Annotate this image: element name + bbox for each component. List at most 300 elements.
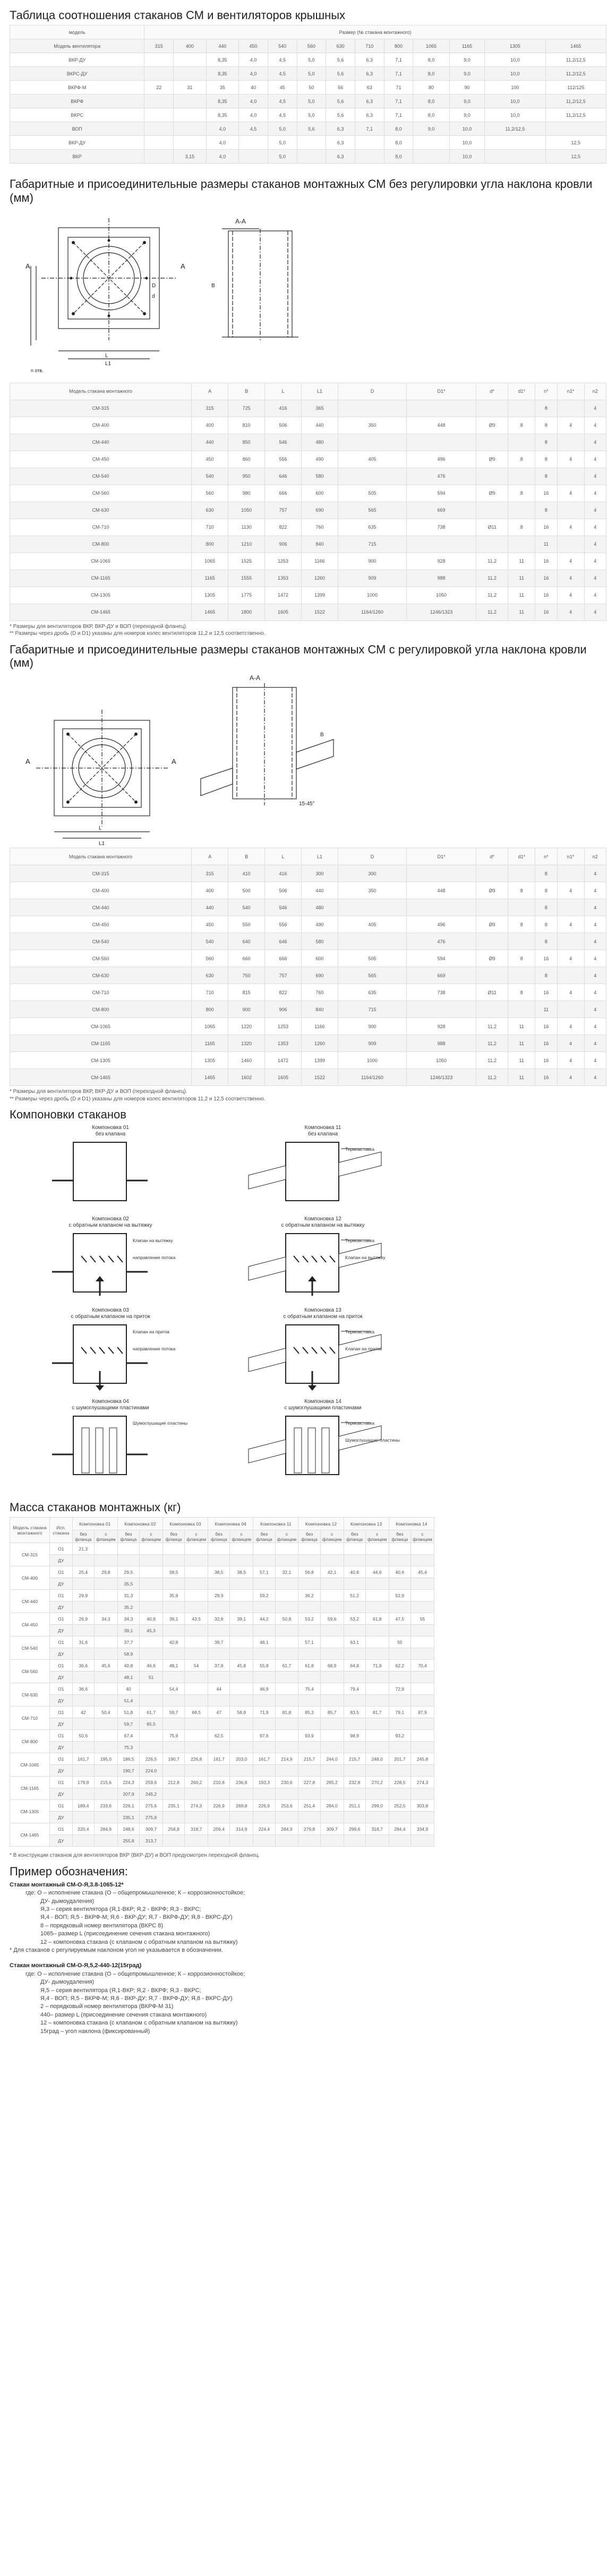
table-cell xyxy=(407,1001,476,1018)
header-cell: без фланца xyxy=(72,1530,94,1543)
label-n: n отв. xyxy=(31,367,44,373)
table-cell xyxy=(185,1835,208,1847)
table-cell: 448 xyxy=(407,882,476,899)
table-cell: 4,0 xyxy=(239,94,268,108)
header-cell: Компоновка 11 xyxy=(253,1518,298,1530)
table-cell: 11,2 xyxy=(476,1018,508,1035)
layout-drawing xyxy=(227,1412,418,1484)
table-cell: 4 xyxy=(584,950,606,967)
table-cell: 232,8 xyxy=(344,1777,365,1788)
table-cell: 4 xyxy=(584,400,606,417)
table-row xyxy=(10,1718,434,1730)
table-cell xyxy=(355,150,384,163)
table-cell xyxy=(344,1765,365,1777)
table-cell: 54 xyxy=(185,1660,208,1672)
table-cell: 16 xyxy=(535,485,557,502)
table-cell xyxy=(230,1625,253,1636)
table-cell: 11,2/12,5 xyxy=(545,108,606,122)
table-cell: 72,9 xyxy=(389,1683,410,1695)
row-label: СМ-400 xyxy=(10,1566,50,1590)
table-cell xyxy=(208,1555,230,1566)
layout-caption xyxy=(227,1399,418,1412)
table-cell: 16 xyxy=(535,950,557,967)
table-cell xyxy=(344,1601,365,1613)
table-cell: 275,9 xyxy=(140,1812,163,1823)
table-cell xyxy=(298,1765,320,1777)
table-cell: 16 xyxy=(535,1018,557,1035)
table-row xyxy=(10,1835,434,1847)
table-cell xyxy=(344,1788,365,1800)
table-cell xyxy=(140,1555,163,1566)
table-cell: 71,9 xyxy=(365,1660,389,1672)
table-cell: 630 xyxy=(192,967,228,984)
table-row xyxy=(10,587,606,604)
table-cell: 1065 xyxy=(192,1018,228,1035)
table-cell: 476 xyxy=(407,933,476,950)
header-cell: с фланцем xyxy=(410,1530,434,1543)
table-cell: 79,4 xyxy=(344,1683,365,1695)
table-cell: 1399 xyxy=(301,587,338,604)
table-cell: 35,2 xyxy=(117,1601,139,1613)
table-cell: 1320 xyxy=(228,1035,265,1052)
dimensions-diagram-1 xyxy=(10,208,434,383)
table-cell: 71 xyxy=(384,81,413,94)
table-cell xyxy=(140,1601,163,1613)
table-cell: 212,8 xyxy=(162,1777,184,1788)
table-cell xyxy=(162,1788,184,1800)
table-cell: 860 xyxy=(228,451,265,468)
table-cell: 4 xyxy=(584,604,606,621)
table-cell xyxy=(185,1578,208,1590)
table-cell xyxy=(344,1648,365,1660)
table-cell xyxy=(410,1835,434,1847)
table-cell xyxy=(275,1742,298,1753)
table-cell: 51,8 xyxy=(117,1707,139,1718)
table-cell: 52,9 xyxy=(389,1590,410,1601)
header-cell: без фланца xyxy=(117,1530,139,1543)
table-cell xyxy=(476,536,508,553)
table-cell xyxy=(320,1636,344,1648)
table-cell xyxy=(275,1625,298,1636)
table-cell xyxy=(230,1765,253,1777)
table-cell: 8 xyxy=(535,865,557,882)
table-cell xyxy=(410,1625,434,1636)
table-row xyxy=(10,1018,606,1035)
table-cell xyxy=(410,1601,434,1613)
table-cell: 226,5 xyxy=(140,1753,163,1765)
table-cell xyxy=(338,899,406,916)
table-cell: 309,7 xyxy=(320,1823,344,1835)
table-cell: 1353 xyxy=(265,1035,302,1052)
table-cell xyxy=(365,1636,389,1648)
table-cell xyxy=(185,1695,208,1707)
table-cell: 50,4 xyxy=(94,1707,117,1718)
table-cell: 8 xyxy=(508,417,535,434)
row-label: СМ-1305 xyxy=(10,1052,192,1069)
table-cell: 100 xyxy=(485,81,545,94)
table-cell: 1465 xyxy=(192,1069,228,1086)
table-cell xyxy=(185,1543,208,1555)
label-L1: L1 xyxy=(105,360,112,367)
row-label: СМ-1165 xyxy=(10,570,192,587)
table-cell: 189,4 xyxy=(72,1800,94,1812)
table-cell: 594 xyxy=(407,485,476,502)
table-cell: 210,8 xyxy=(208,1777,230,1788)
table-row xyxy=(10,916,606,933)
table-cell: 334,9 xyxy=(410,1823,434,1835)
table-cell xyxy=(410,1812,434,1823)
header-cell: 710 xyxy=(355,39,384,53)
table-cell: 440 xyxy=(192,899,228,916)
table-cell xyxy=(320,1695,344,1707)
table-cell xyxy=(72,1648,94,1660)
exec-cell: О1 xyxy=(49,1636,72,1648)
table-cell xyxy=(410,1718,434,1730)
table-cell: 34,3 xyxy=(94,1613,117,1625)
table-cell: 7,1 xyxy=(355,122,384,136)
table-cell: 8 xyxy=(508,451,535,468)
table-cell: 738 xyxy=(407,519,476,536)
table-cell: 64,8 xyxy=(344,1660,365,1672)
table-cell: 5,6 xyxy=(326,67,355,81)
table-cell xyxy=(344,1835,365,1847)
table-cell: 594 xyxy=(407,950,476,967)
table-cell: 405 xyxy=(338,916,406,933)
layout-caption xyxy=(15,1399,206,1412)
table-cell: 214,9 xyxy=(275,1753,298,1765)
table-cell xyxy=(485,150,545,163)
table-cell: 11,2 xyxy=(476,1052,508,1069)
table-cell: 201,7 xyxy=(389,1753,410,1765)
row-label: СМ-540 xyxy=(10,933,192,950)
table-cell: 1050 xyxy=(407,587,476,604)
table-cell xyxy=(410,1730,434,1742)
table-cell: 75,9 xyxy=(162,1730,184,1742)
table-cell: 230,6 xyxy=(275,1777,298,1788)
note-2b: ** Размеры через дробь (D и D1) указаны для номеров колес вентиляторов 11,2 и 12,5 соответственно. xyxy=(10,1096,266,1102)
table-cell xyxy=(476,1001,508,1018)
table-cell: 1260 xyxy=(301,570,338,587)
table-cell: 228,5 xyxy=(389,1777,410,1788)
header-cell: Компоновка 14 xyxy=(389,1518,434,1530)
table-cell: 36,6 xyxy=(72,1660,94,1672)
header-cell: d1* xyxy=(508,848,535,865)
table-cell xyxy=(117,1543,139,1555)
table-cell: 1472 xyxy=(265,587,302,604)
table-cell xyxy=(557,967,584,984)
table-cell: 400 xyxy=(192,882,228,899)
table-cell: 1522 xyxy=(301,604,338,621)
table-cell xyxy=(185,1672,208,1683)
table-cell: 10,0 xyxy=(485,53,545,67)
layout-caption xyxy=(227,1216,418,1229)
table-cell: 270,2 xyxy=(365,1777,389,1788)
exec-cell: О1 xyxy=(49,1566,72,1578)
table-cell xyxy=(140,1648,163,1660)
table-cell xyxy=(297,136,326,150)
table-cell xyxy=(72,1555,94,1566)
table-cell xyxy=(320,1683,344,1695)
table-cell: 757 xyxy=(265,967,302,984)
table-cell xyxy=(320,1601,344,1613)
table-cell: 4 xyxy=(584,570,606,587)
layout-drawing xyxy=(227,1138,418,1210)
table-cell xyxy=(344,1812,365,1823)
table-row xyxy=(10,519,606,536)
table-cell: 546 xyxy=(265,434,302,451)
table-cell xyxy=(298,1648,320,1660)
table-cell: 4 xyxy=(584,882,606,899)
table-cell: 4 xyxy=(557,451,584,468)
table-cell xyxy=(230,1683,253,1695)
table-cell: 40,8 xyxy=(117,1660,139,1672)
table-cell xyxy=(117,1555,139,1566)
layout-drawing xyxy=(15,1412,206,1484)
table-cell: 53,2 xyxy=(344,1613,365,1625)
table-cell: 505 xyxy=(338,485,406,502)
row-label: СМ-400 xyxy=(10,417,192,434)
table-cell: 1353 xyxy=(265,570,302,587)
table-cell xyxy=(94,1672,117,1683)
table-row xyxy=(10,1765,434,1777)
table-cell: 11 xyxy=(508,553,535,570)
table-cell: 5,0 xyxy=(297,53,326,67)
table-cell xyxy=(253,1578,275,1590)
table-cell xyxy=(185,1718,208,1730)
table-cell: 1305 xyxy=(192,587,228,604)
table-row xyxy=(10,1683,434,1695)
exec-cell: О1 xyxy=(49,1660,72,1672)
table-cell: 39,1 xyxy=(162,1613,184,1625)
row-label: СМ-440 xyxy=(10,1590,50,1613)
table-cell xyxy=(162,1695,184,1707)
table-cell xyxy=(389,1578,410,1590)
dimensions-diagram-2 xyxy=(10,673,434,848)
table-cell: 8 xyxy=(508,519,535,536)
table-cell: 98,9 xyxy=(344,1730,365,1742)
table-cell: 61,7 xyxy=(140,1707,163,1718)
exec-cell: О1 xyxy=(49,1707,72,1718)
header-cell: B xyxy=(228,848,265,865)
table-cell: 313,7 xyxy=(140,1835,163,1847)
row-label: СМ-1065 xyxy=(10,553,192,570)
table-cell: 75,3 xyxy=(117,1742,139,1753)
table-cell: 62,5 xyxy=(208,1730,230,1742)
table-cell: 850 xyxy=(228,434,265,451)
table-cell xyxy=(253,1718,275,1730)
table-cell: 556 xyxy=(265,916,302,933)
table-cell: 4 xyxy=(584,933,606,950)
designation-example-2 xyxy=(10,1962,606,2036)
table-cell: 715 xyxy=(338,536,406,553)
header-cell: без фланца xyxy=(253,1530,275,1543)
table-cell xyxy=(410,1742,434,1753)
table-cell: 840 xyxy=(301,536,338,553)
table-cell xyxy=(275,1812,298,1823)
table-cell xyxy=(208,1812,230,1823)
table-cell xyxy=(389,1648,410,1660)
table-cell: 4 xyxy=(557,553,584,570)
table-cell: 258,8 xyxy=(162,1823,184,1835)
label-d: d xyxy=(152,293,155,299)
table-cell: 16 xyxy=(535,587,557,604)
table-cell xyxy=(557,1001,584,1018)
table-cell: 757 xyxy=(265,502,302,519)
table-cell xyxy=(476,899,508,916)
header-cell: с фланцем xyxy=(275,1530,298,1543)
table-cell: 61,7 xyxy=(275,1660,298,1672)
table-cell xyxy=(508,899,535,916)
row-label: СМ-560 xyxy=(10,1660,50,1683)
table-cell xyxy=(72,1601,94,1613)
table-cell: 245,8 xyxy=(410,1753,434,1765)
table-cell xyxy=(476,400,508,417)
table-cell xyxy=(253,1765,275,1777)
table-row xyxy=(10,150,606,163)
exec-cell: ДУ xyxy=(49,1742,72,1753)
table-row xyxy=(10,604,606,621)
note-1a: * Размеры для вентиляторов ВКР, ВКР-ДУ и ВОП (переходной фланец). xyxy=(10,623,187,630)
table-cell xyxy=(298,1812,320,1823)
table-cell: 235,1 xyxy=(117,1812,139,1823)
table-cell: 1246/1323 xyxy=(407,1069,476,1086)
table-cell xyxy=(144,108,174,122)
table-cell: 11,2/12,5 xyxy=(485,122,545,136)
header-cell: без фланца xyxy=(344,1530,365,1543)
table-cell: 580 xyxy=(301,468,338,485)
row-label: ВОП xyxy=(10,122,144,136)
table-cell xyxy=(162,1765,184,1777)
table-cell: 580 xyxy=(301,933,338,950)
table-cell xyxy=(298,1555,320,1566)
table-cell xyxy=(230,1835,253,1847)
table-cell: 4,5 xyxy=(268,108,297,122)
table-cell: 365 xyxy=(301,400,338,417)
table-cell xyxy=(344,1543,365,1555)
table-cell xyxy=(253,1672,275,1683)
table-cell: 16 xyxy=(535,519,557,536)
row-label: ВКР xyxy=(10,150,144,163)
table-cell: 248,6 xyxy=(117,1823,139,1835)
table-cell xyxy=(72,1812,94,1823)
table-cell xyxy=(253,1788,275,1800)
table-cell: 40 xyxy=(117,1683,139,1695)
table-cell xyxy=(208,1625,230,1636)
table-cell: 725 xyxy=(228,400,265,417)
exec-cell: О1 xyxy=(49,1683,72,1695)
layout-label: направление потока xyxy=(133,1254,176,1260)
table-cell: 299,6 xyxy=(344,1823,365,1835)
table-cell xyxy=(208,1578,230,1590)
table-cell: 40,8 xyxy=(344,1566,365,1578)
header-cell: Размер (№ стакана монтажного) xyxy=(144,25,606,39)
table-cell xyxy=(94,1648,117,1660)
table-cell xyxy=(275,1636,298,1648)
table-cell: 8 xyxy=(508,485,535,502)
table-row xyxy=(10,1566,434,1578)
table-cell xyxy=(94,1835,117,1847)
table-cell: 4 xyxy=(584,1035,606,1052)
header-cell: 560 xyxy=(297,39,326,53)
table-cell: 4 xyxy=(584,536,606,553)
table-cell: 635 xyxy=(338,519,406,536)
row-label: СМ-800 xyxy=(10,1730,50,1753)
layout-subtitle: без клапана xyxy=(95,1131,126,1138)
table-cell: 750 xyxy=(228,967,265,984)
exec-cell: О1 xyxy=(49,1753,72,1765)
table-cell xyxy=(72,1718,94,1730)
table-cell: 58,8 xyxy=(230,1707,253,1718)
table-cell xyxy=(185,1730,208,1742)
label2-L: L xyxy=(99,825,102,832)
table-cell: 16 xyxy=(535,1052,557,1069)
table-cell: 906 xyxy=(265,1001,302,1018)
table-cell: 8 xyxy=(508,950,535,967)
table-cell: 988 xyxy=(407,1035,476,1052)
table-cell: 42,1 xyxy=(320,1566,344,1578)
table-cell: 21,3 xyxy=(72,1543,94,1555)
table-row xyxy=(10,1625,434,1636)
table-cell xyxy=(185,1648,208,1660)
table-cell xyxy=(298,1543,320,1555)
table-cell: 6,3 xyxy=(355,108,384,122)
table-header-row xyxy=(10,848,606,865)
exec-cell: ДУ xyxy=(49,1788,72,1800)
row-label: СМ-560 xyxy=(10,950,192,967)
table-cell: 1050 xyxy=(407,1052,476,1069)
table-cell: 318,7 xyxy=(365,1823,389,1835)
row-label: СМ-630 xyxy=(10,967,192,984)
table-cell xyxy=(162,1835,184,1847)
table-cell: 669 xyxy=(407,502,476,519)
table-cell: 29,8 xyxy=(94,1566,117,1578)
table-cell: 57,1 xyxy=(253,1566,275,1578)
table-cell: 10,0 xyxy=(449,122,485,136)
dimensions-table-1 xyxy=(10,383,606,621)
table-cell: 59,6 xyxy=(320,1613,344,1625)
table-cell: 299,0 xyxy=(365,1800,389,1812)
table-cell: 10,0 xyxy=(449,150,485,163)
table-cell: 1165 xyxy=(192,1035,228,1052)
table-cell: 224,3 xyxy=(117,1777,139,1788)
layout-drawing xyxy=(15,1138,206,1210)
table-cell xyxy=(174,53,207,67)
table-cell: 4 xyxy=(584,865,606,882)
table-cell: 26,9 xyxy=(72,1613,94,1625)
table-row xyxy=(10,81,606,94)
table-cell xyxy=(557,865,584,882)
table-cell xyxy=(230,1648,253,1660)
label2-A-right: A xyxy=(172,757,176,766)
table-cell: 4,0 xyxy=(239,53,268,67)
table-cell: 8 xyxy=(508,984,535,1001)
header-cell: с фланцем xyxy=(94,1530,117,1543)
table-cell: 540 xyxy=(192,933,228,950)
exec-cell: ДУ xyxy=(49,1765,72,1777)
table-cell xyxy=(389,1695,410,1707)
table-cell: 59,7 xyxy=(162,1707,184,1718)
table-cell: 4 xyxy=(557,417,584,434)
table-cell xyxy=(140,1695,163,1707)
table-cell: 48,1 xyxy=(162,1660,184,1672)
table-cell xyxy=(320,1625,344,1636)
table-cell xyxy=(410,1648,434,1660)
table-cell: 39,7 xyxy=(208,1636,230,1648)
table-cell xyxy=(320,1555,344,1566)
table-cell xyxy=(389,1765,410,1777)
table-cell: 233,6 xyxy=(94,1800,117,1812)
table-cell: 5,0 xyxy=(268,122,297,136)
